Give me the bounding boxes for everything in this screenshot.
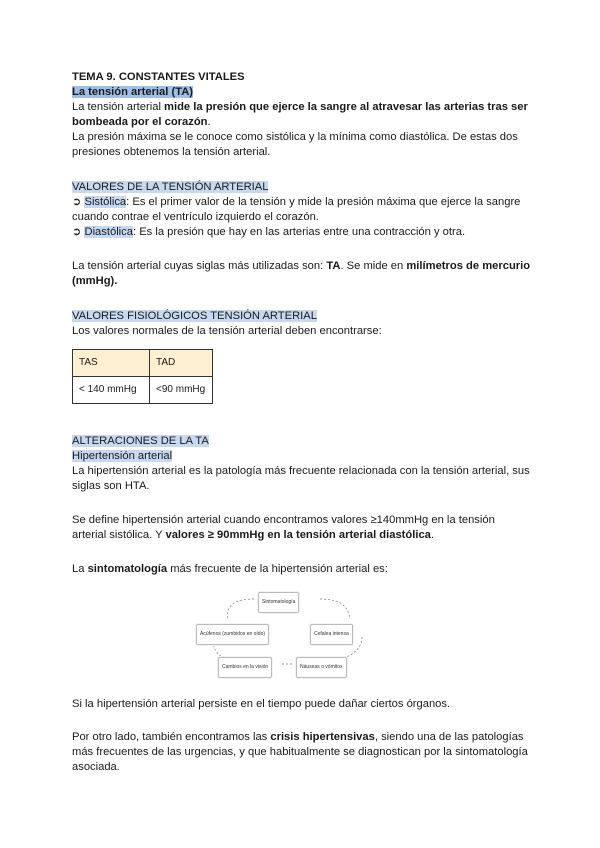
page-title: TEMA 9. CONSTANTES VITALES xyxy=(72,71,245,83)
bullet-arrow-icon: ➲ xyxy=(72,226,82,238)
values-table xyxy=(72,349,213,404)
subheading-hipertension: Hipertensión arterial xyxy=(72,450,173,462)
paragraph-hta: La hipertensión arterial es la patología más frecuente relacionada con la tensión arterial, sus siglas son HTA. xyxy=(72,465,530,492)
paragraph-siglas: La tensión arterial cuyas siglas más utilizadas son: TA. Se mide en milímetros de mercurio (mmHg). xyxy=(72,260,531,287)
section-heading-valores: VALORES DE LA TENSIÓN ARTERIAL xyxy=(72,181,269,193)
paragraph-ta-definition: La tensión arterial mide la presión que ejerce la sangre al atravesar las arterias tras ser bombeada por el corazón. xyxy=(72,101,528,128)
section-heading-fisiologicos: VALORES FISIOLÓGICOS TENSIÓN ARTERIAL xyxy=(72,310,317,322)
paragraph-valores-normales: Los valores normales de la tensión arterial deben encontrarse: xyxy=(72,325,382,337)
bullet-arrow-icon: ➲ xyxy=(72,196,82,208)
section-heading-ta: La tensión arterial (TA) xyxy=(72,86,194,98)
diagram-node-bottom-left: Cambios en la visión xyxy=(218,657,272,678)
paragraph-crisis: Por otro lado, también encontramos las crisis hipertensivas, siendo una de las patologías más frecuentes de las urgencias, y que habitualmente se diagnostican por la sintomatología asociada. xyxy=(72,731,528,773)
table-header-tad: TAD xyxy=(150,350,213,377)
table-cell-tas: < 140 mmHg xyxy=(73,377,150,404)
diagram-node-bottom-right: Náuseas o vómitos xyxy=(296,657,347,678)
paragraph-organos: Si la hipertensión arterial persiste en el tiempo puede dañar ciertos órganos. xyxy=(72,698,451,710)
table-cell-tad: <90 mmHg xyxy=(150,377,213,404)
diagram-node-left: Acúfenos (zumbidos en oído) xyxy=(196,624,269,645)
diagram-node-center: Sintomatología xyxy=(258,592,299,613)
section-heading-alteraciones: ALTERACIONES DE LA TA xyxy=(72,435,209,447)
list-item-diastolica: ➲ Diastólica: Es la presión que hay en las arterias entre una contracción y otra. xyxy=(72,226,466,238)
table-header-tas: TAS xyxy=(73,350,150,377)
document-page xyxy=(72,70,532,775)
paragraph-ta-presiones: La presión máxima se le conoce como sistólica y la mínima como diastólica. De estas dos presiones obtenemos la tensión arterial. xyxy=(72,131,518,158)
symptoms-diagram xyxy=(192,589,402,681)
list-item-sistolica: ➲ Sistólica: Es el primer valor de la tensión y mide la presión máxima que ejerce la sangre cuando contrae el ventrículo izquierdo el corazón. xyxy=(72,196,521,223)
diagram-node-right: Cefalea intensa xyxy=(310,624,353,645)
paragraph-sintomatologia: La sintomatología más frecuente de la hipertensión arterial es: xyxy=(72,563,388,575)
paragraph-hta-definicion: Se define hipertensión arterial cuando encontramos valores ≥140mmHg en la tensión arterial sistólica. Y valores ≥ 90mmHg en la tensión arterial diastólica. xyxy=(72,514,495,541)
